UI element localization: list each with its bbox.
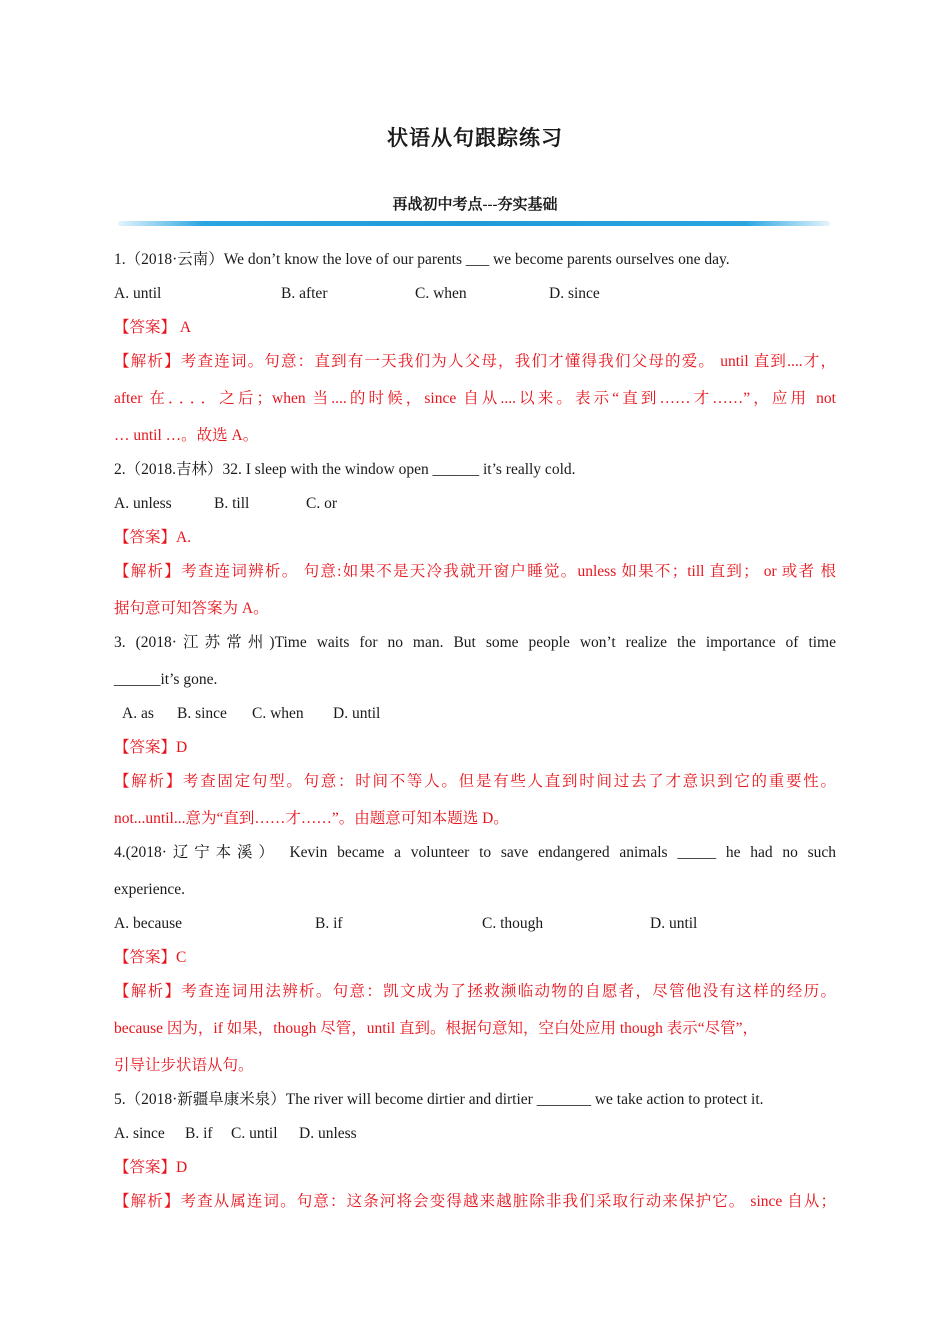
question-stem: 5.（2018·新疆阜康米泉）The river will become dirtier and dirtier _______ we take action to protect it. bbox=[114, 1091, 764, 1108]
question-options bbox=[114, 701, 836, 735]
option-a: A. unless bbox=[114, 495, 172, 512]
divider-rule bbox=[118, 221, 830, 226]
option-c: C. or bbox=[306, 495, 337, 512]
option-a: A. as bbox=[122, 705, 154, 722]
section-subtitle: 再战初中考点---夯实基础 bbox=[392, 197, 558, 213]
question-stem-continued: experience. bbox=[114, 881, 185, 898]
page-title: 状语从句跟踪练习 bbox=[387, 126, 563, 150]
option-d: D. unless bbox=[299, 1125, 357, 1142]
option-c: C. when bbox=[252, 705, 304, 722]
option-b: B. if bbox=[185, 1125, 213, 1142]
question-options bbox=[114, 281, 836, 315]
question-options bbox=[114, 1121, 836, 1155]
question-1 bbox=[114, 247, 836, 457]
analysis-line: because 因为，if 如果，though 尽管，until 直到。根据句意知，空白处应用 though 表示“尽管”， bbox=[114, 1020, 759, 1037]
option-b: B. after bbox=[281, 285, 328, 302]
analysis-line: 【解析】考查固定句型。句意：时间不等人。但是有些人直到时间过去了才意识到它的重要性。 bbox=[114, 773, 836, 790]
option-c: C. when bbox=[415, 285, 467, 302]
option-d: D. since bbox=[549, 285, 600, 302]
question-options bbox=[114, 491, 836, 525]
question-stem-continued: ______it’s gone. bbox=[114, 671, 218, 688]
option-c: C. until bbox=[231, 1125, 278, 1142]
questions-list bbox=[114, 247, 836, 1223]
option-b: B. since bbox=[177, 705, 227, 722]
answer: 【答案】C bbox=[114, 949, 187, 966]
question-5 bbox=[114, 1087, 836, 1223]
option-c: C. though bbox=[482, 915, 544, 932]
analysis-line: not...until...意为“直到……才……”。由题意可知本题选 D。 bbox=[114, 810, 509, 827]
question-4 bbox=[114, 840, 836, 1087]
analysis-line: 【解析】考查连词辨析。 句意:如果不是天冷我就开窗户睡觉。unless 如果不；till 直到； or 或者 根 bbox=[114, 563, 836, 580]
analysis-line: 【解析】考查连词用法辨析。句意：凯文成为了拯救濒临动物的自愿者，尽管他没有这样的经历。 bbox=[114, 983, 836, 1000]
option-a: A. since bbox=[114, 1125, 165, 1142]
option-b: B. if bbox=[315, 915, 343, 932]
answer: 【答案】D bbox=[114, 739, 188, 756]
option-b: B. till bbox=[214, 495, 250, 512]
analysis-line: 【解析】考查从属连词。句意：这条河将会变得越来越脏除非我们采取行动来保护它。 since 自从； bbox=[114, 1193, 836, 1210]
analysis-line: 据句意可知答案为 A。 bbox=[114, 600, 269, 617]
option-d: D. until bbox=[650, 915, 698, 932]
analysis-line: 引导让步状语从句。 bbox=[114, 1057, 254, 1074]
question-stem: 3. (2018·江苏常州)Time waits for no man. But some people won’t realize the importance of time bbox=[114, 634, 836, 651]
question-stem: 2.（2018.吉林）32. I sleep with the window open ______ it’s really cold. bbox=[114, 461, 576, 478]
question-2 bbox=[114, 457, 836, 630]
answer: 【答案】 A bbox=[114, 319, 192, 336]
answer: 【答案】A. bbox=[114, 529, 192, 546]
question-options bbox=[114, 911, 836, 945]
option-d: D. until bbox=[333, 705, 381, 722]
analysis-line: 【解析】考查连词。句意：直到有一天我们为人父母，我们才懂得我们父母的爱。 until 直到....才， bbox=[114, 353, 836, 370]
option-a: A. until bbox=[114, 285, 162, 302]
question-stem: 4.(2018·辽宁本溪） Kevin became a volunteer to save endangered animals _____ he had no such bbox=[114, 844, 836, 861]
option-a: A. because bbox=[114, 915, 182, 932]
question-3 bbox=[114, 630, 836, 840]
analysis-line: … until …。故选 A。 bbox=[114, 427, 259, 444]
question-stem: 1.（2018·云南）We don’t know the love of our parents ___ we become parents ourselves one day. bbox=[114, 251, 730, 268]
analysis-line: after 在．．．．之后；when 当....的时候，since 自从....以来。表示“直到……才……”，应用 not bbox=[114, 390, 836, 407]
answer: 【答案】D bbox=[114, 1159, 188, 1176]
